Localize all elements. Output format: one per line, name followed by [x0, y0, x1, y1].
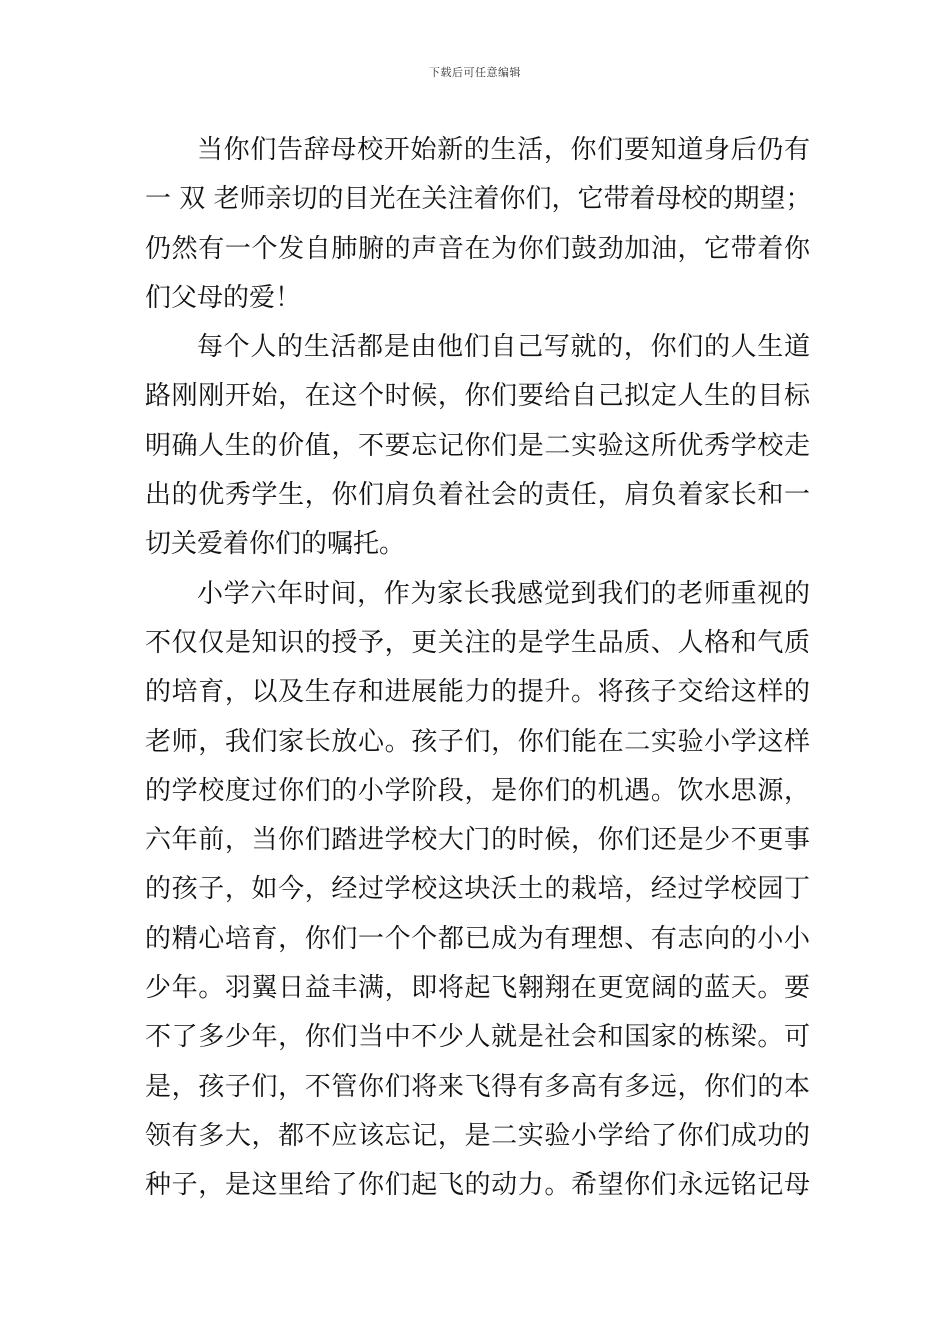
text-line: 出的优秀学生，你们肩负着社会的责任，肩负着家长和一 [145, 480, 810, 511]
text-line: 的孩子，如今，经过学校这块沃土的栽培，经过学校园丁 [145, 874, 810, 905]
text-line: 每个人的生活都是由他们自己写就的，你们的人生道 [197, 332, 810, 363]
text-line: 不了多少年，你们当中不少人就是社会和国家的栋梁。可 [145, 1022, 810, 1053]
text-line: 少年。羽翼日益丰满，即将起飞翱翔在更宽阔的蓝天。要 [145, 973, 810, 1004]
page-header: 下载后可任意编辑 [429, 66, 521, 79]
text-line: 种子，是这里给了你们起飞的动力。希望你们永远铭记母 [145, 1170, 810, 1201]
text-line: 的学校度过你们的小学阶段，是你们的机遇。饮水思源， [145, 775, 810, 806]
text-line: 明确人生的价值，不要忘记你们是二实验这所优秀学校走 [145, 430, 810, 461]
text-line: 领有多大，都不应该忘记，是二实验小学给了你们成功的 [145, 1120, 810, 1151]
text-line: 的精心培育，你们一个个都已成为有理想、有志向的小小 [145, 923, 810, 954]
paragraph-2 [145, 323, 810, 569]
text-line: 的培育，以及生存和进展能力的提升。将孩子交给这样的 [145, 677, 810, 708]
text-line: 不仅仅是知识的授予，更关注的是学生品质、人格和气质 [145, 627, 810, 658]
text-line: 小学六年时间，作为家长我感觉到我们的老师重视的 [197, 578, 810, 609]
text-line: 仍然有一个发自肺腑的声音在为你们鼓劲加油，它带着你 [145, 233, 810, 264]
paragraph-1 [145, 126, 810, 323]
text-line: 是，孩子们，不管你们将来飞得有多高有多远，你们的本 [145, 1071, 810, 1102]
text-line: 们父母的爱！ [145, 282, 302, 313]
text-line: 切关爱着你们的嘱托。 [145, 529, 406, 560]
paragraph-3 [145, 570, 810, 1211]
text-line: 六年前，当你们踏进学校大门的时候，你们还是少不更事 [145, 825, 810, 856]
text-line: 老师，我们家长放心。孩子们，你们能在二实验小学这样 [145, 726, 810, 757]
document-body [145, 126, 810, 1211]
text-line: 一 双 老师亲切的目光在关注着你们，它带着母校的期望； [145, 184, 812, 215]
text-line: 路刚刚开始，在这个时候，你们要给自己拟定人生的目标 [145, 381, 810, 412]
text-line: 当你们告辞母校开始新的生活，你们要知道身后仍有 [197, 135, 810, 165]
